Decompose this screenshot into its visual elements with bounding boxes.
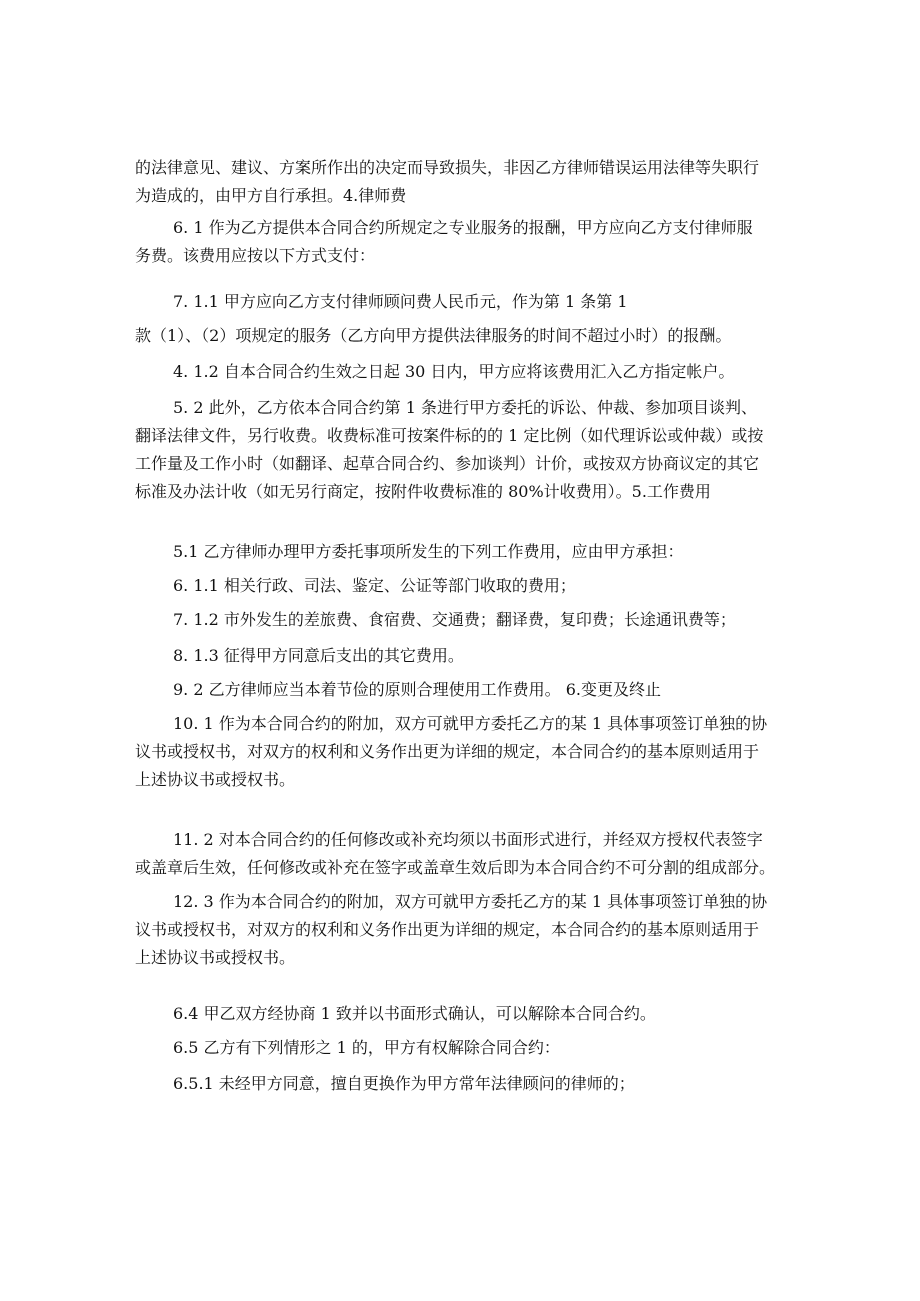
text-line: 5.1 乙方律师办理甲方委托事项所发生的下列工作费用，应由甲方承担：	[173, 542, 684, 561]
text-line: 的法律意见、建议、方案所作出的决定而导致损失，非因乙方律师错误运用法律等失职行	[135, 158, 760, 177]
paragraph	[135, 676, 795, 704]
text-line: 上述协议书或授权书。	[135, 770, 296, 789]
paragraph	[135, 642, 795, 670]
text-line: 款（1）、（2）项规定的服务（乙方向甲方提供法律服务的时间不超过小时）的报酬。	[135, 326, 732, 345]
paragraph	[135, 1070, 795, 1098]
text-line: 议书或授权书，对双方的权利和义务作出更为详细的规定，本合同合约的基本原则适用于	[135, 920, 760, 939]
text-line: 上述协议书或授权书。	[135, 948, 296, 967]
text-line: 标准及办法计收（如无另行商定，按附件收费标准的 80%计收费用）。5.工作费用	[135, 482, 711, 501]
text-line: 10. 1 作为本合同合约的附加，双方可就甲方委托乙方的某 1 具体事项签订单独的协	[173, 714, 768, 733]
paragraph	[135, 358, 795, 386]
paragraph	[135, 154, 795, 210]
text-line: 或盖章后生效，任何修改或补充在签字或盖章生效后即为本合同合约不可分割的组成部分。	[135, 858, 776, 877]
text-line: 务费。该费用应按以下方式支付：	[135, 246, 376, 265]
text-line: 4. 1.2 自本合同合约生效之日起 30 日内，甲方应将该费用汇入乙方指定帐户。	[173, 362, 735, 381]
text-line: 6.4 甲乙双方经协商 1 致并以书面形式确认，可以解除本合同合约。	[173, 1004, 656, 1023]
paragraph	[135, 606, 795, 634]
text-line: 12. 3 作为本合同合约的附加，双方可就甲方委托乙方的某 1 具体事项签订单独的协	[173, 892, 768, 911]
paragraph	[135, 288, 795, 350]
paragraph	[135, 888, 795, 972]
text-line: 翻译法律文件，另行收费。收费标准可按案件标的的 1 定比例（如代理诉讼或仲裁）或按	[135, 426, 764, 445]
text-line: 为造成的，由甲方自行承担。4.律师费	[135, 186, 407, 205]
text-line: 7. 1.2 市外发生的差旅费、食宿费、交通费；翻译费，复印费；长途通讯费等；	[173, 610, 736, 629]
paragraph	[135, 572, 795, 600]
text-line: 11. 2 对本合同合约的任何修改或补充均须以书面形式进行，并经双方授权代表签字	[173, 830, 763, 849]
paragraph	[135, 538, 795, 566]
text-line: 6. 1.1 相关行政、司法、鉴定、公证等部门收取的费用；	[173, 576, 576, 595]
text-line: 6. 1 作为乙方提供本合同合约所规定之专业服务的报酬，甲方应向乙方支付律师服	[173, 218, 753, 237]
paragraph	[135, 214, 795, 270]
paragraph	[135, 1000, 795, 1028]
text-line: 5. 2 此外，乙方依本合同合约第 1 条进行甲方委托的诉讼、仲裁、参加项目谈判、	[173, 398, 757, 417]
paragraph	[135, 826, 795, 882]
text-line: 7. 1.1 甲方应向乙方支付律师顾问费人民币元，作为第 1 条第 1	[173, 292, 628, 311]
paragraph	[135, 394, 795, 506]
text-line: 议书或授权书，对双方的权利和义务作出更为详细的规定，本合同合约的基本原则适用于	[135, 742, 760, 761]
paragraph	[135, 710, 795, 794]
text-line: 9. 2 乙方律师应当本着节俭的原则合理使用工作费用。 6.变更及终止	[173, 680, 661, 699]
text-line: 8. 1.3 征得甲方同意后支出的其它费用。	[173, 646, 464, 665]
text-line: 6.5.1 未经甲方同意，擅自更换作为甲方常年法律顾问的律师的；	[173, 1074, 635, 1093]
text-line: 6.5 乙方有下列情形之 1 的，甲方有权解除合同合约：	[173, 1038, 560, 1057]
paragraph	[135, 1034, 795, 1062]
text-line: 工作量及工作小时（如翻译、起草合同合约、参加谈判）计价，或按双方协商议定的其它	[135, 454, 760, 473]
